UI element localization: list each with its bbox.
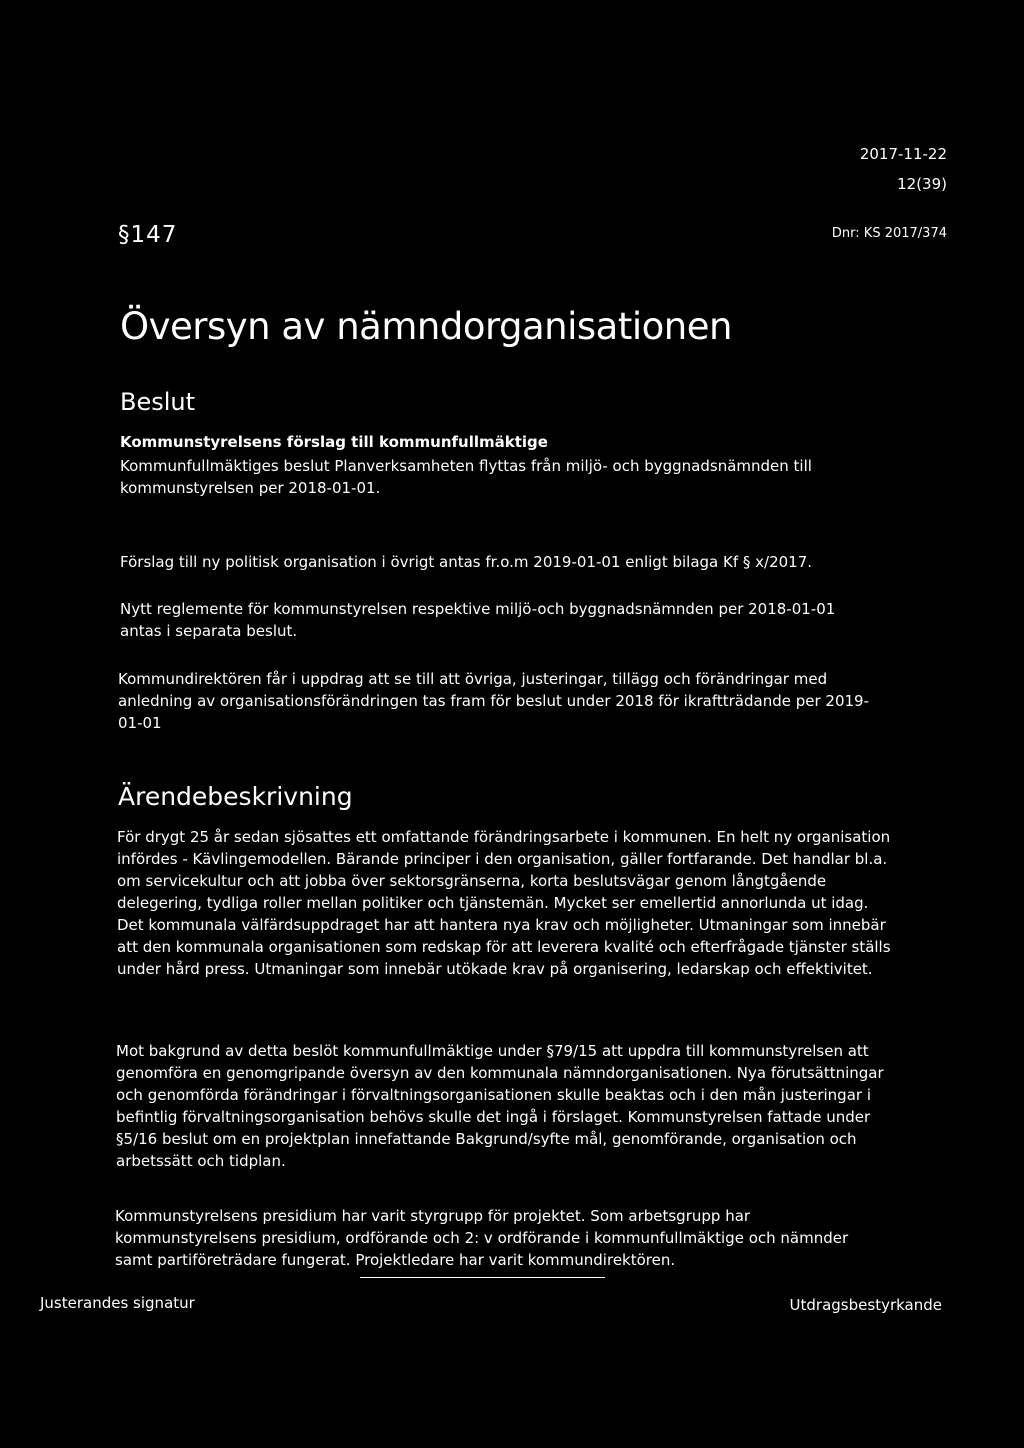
beslut-paragraph-4: Kommundirektören får i uppdrag att se till att övriga, justeringar, tillägg och förändringar med anledning av organisationsförändringen tas fram för beslut under 2018 för ikraftträdande per 2019-01-01 (118, 670, 870, 732)
beslut-heading: Beslut (120, 388, 196, 416)
document-date: 2017-11-22 (859, 145, 947, 163)
beslut-paragraph-3: Nytt reglemente för kommunstyrelsen respektive miljö-och byggnadsnämnden per 2018-01-01 antas i separata beslut. (120, 600, 836, 640)
arende-paragraph-1: För drygt 25 år sedan sjösattes ett omfattande förändringsarbete i kommunen. En helt ny organisation infördes - Kävlingemodellen. Bärande principer i den organisation, gäller fortfarande. Det handlar bl.a. om servicekultur och att jobba över sektorsgränserna, korta beslutsvägar genom långtgående delegering, tydliga roller mellan politiker och tjänstemän. Mycket ser emellertid annorlunda ut idag. Det kommunala välfärdsuppdraget har att hantera nya krav och möjligheter. Utmaningar som innebär att den kommunala organisationen som redskap för att leverera kvalité och efterfrågade tjänster ställs under hård press. Utmaningar som innebär utökade krav på organisering, ledarskap och effektivitet. (117, 828, 891, 978)
signature-divider (360, 1277, 605, 1278)
arendebeskrivning-heading: Ärendebeskrivning (118, 782, 353, 811)
beslut-paragraph-2: Förslag till ny politisk organisation i övrigt antas fr.o.m 2019-01-01 enligt bilaga Kf § x/2017. (120, 553, 813, 571)
arende-paragraph-2: Mot bakgrund av detta beslöt kommunfullmäktige under §79/15 att uppdra till kommunstyrelsen att genomföra en genomgripande översyn av den kommunala nämndorganisationen. Nya förutsättningar och genomförda förändringar i förvaltningsorganisationen skulle beaktas och i den mån justeringar i befintlig förvaltningsorganisation behövs skulle det ingå i förslaget. Kommunstyrelsen fattade under §5/16 beslut om en projektplan innefattande Bakgrund/syfte mål, genomförande, organisation och arbetssätt och tidplan. (116, 1042, 884, 1170)
diary-number: Dnr: KS 2017/374 (831, 226, 947, 241)
utdragsbestyrkande-label: Utdragsbestyrkande (789, 1296, 942, 1314)
paragraph-number: §147 (118, 222, 178, 248)
page-title: Översyn av nämndorganisationen (120, 305, 732, 348)
arende-paragraph-3: Kommunstyrelsens presidium har varit styrgrupp för projektet. Som arbetsgrupp har kommunstyrelsens presidium, ordförande och 2: v ordförande i kommunfullmäktige och nämnder samt partiföreträdare fungerat. Projektledare har varit kommundirektören. (115, 1207, 849, 1269)
beslut-subheading: Kommunstyrelsens förslag till kommunfullmäktige (120, 433, 548, 451)
beslut-paragraph-1: Kommunfullmäktiges beslut Planverksamheten flyttas från miljö- och byggnadsnämnden till kommunstyrelsen per 2018-01-01. (120, 457, 812, 497)
justerandes-signatur-label: Justerandes signatur (40, 1294, 195, 1312)
page-number: 12(39) (897, 175, 947, 193)
